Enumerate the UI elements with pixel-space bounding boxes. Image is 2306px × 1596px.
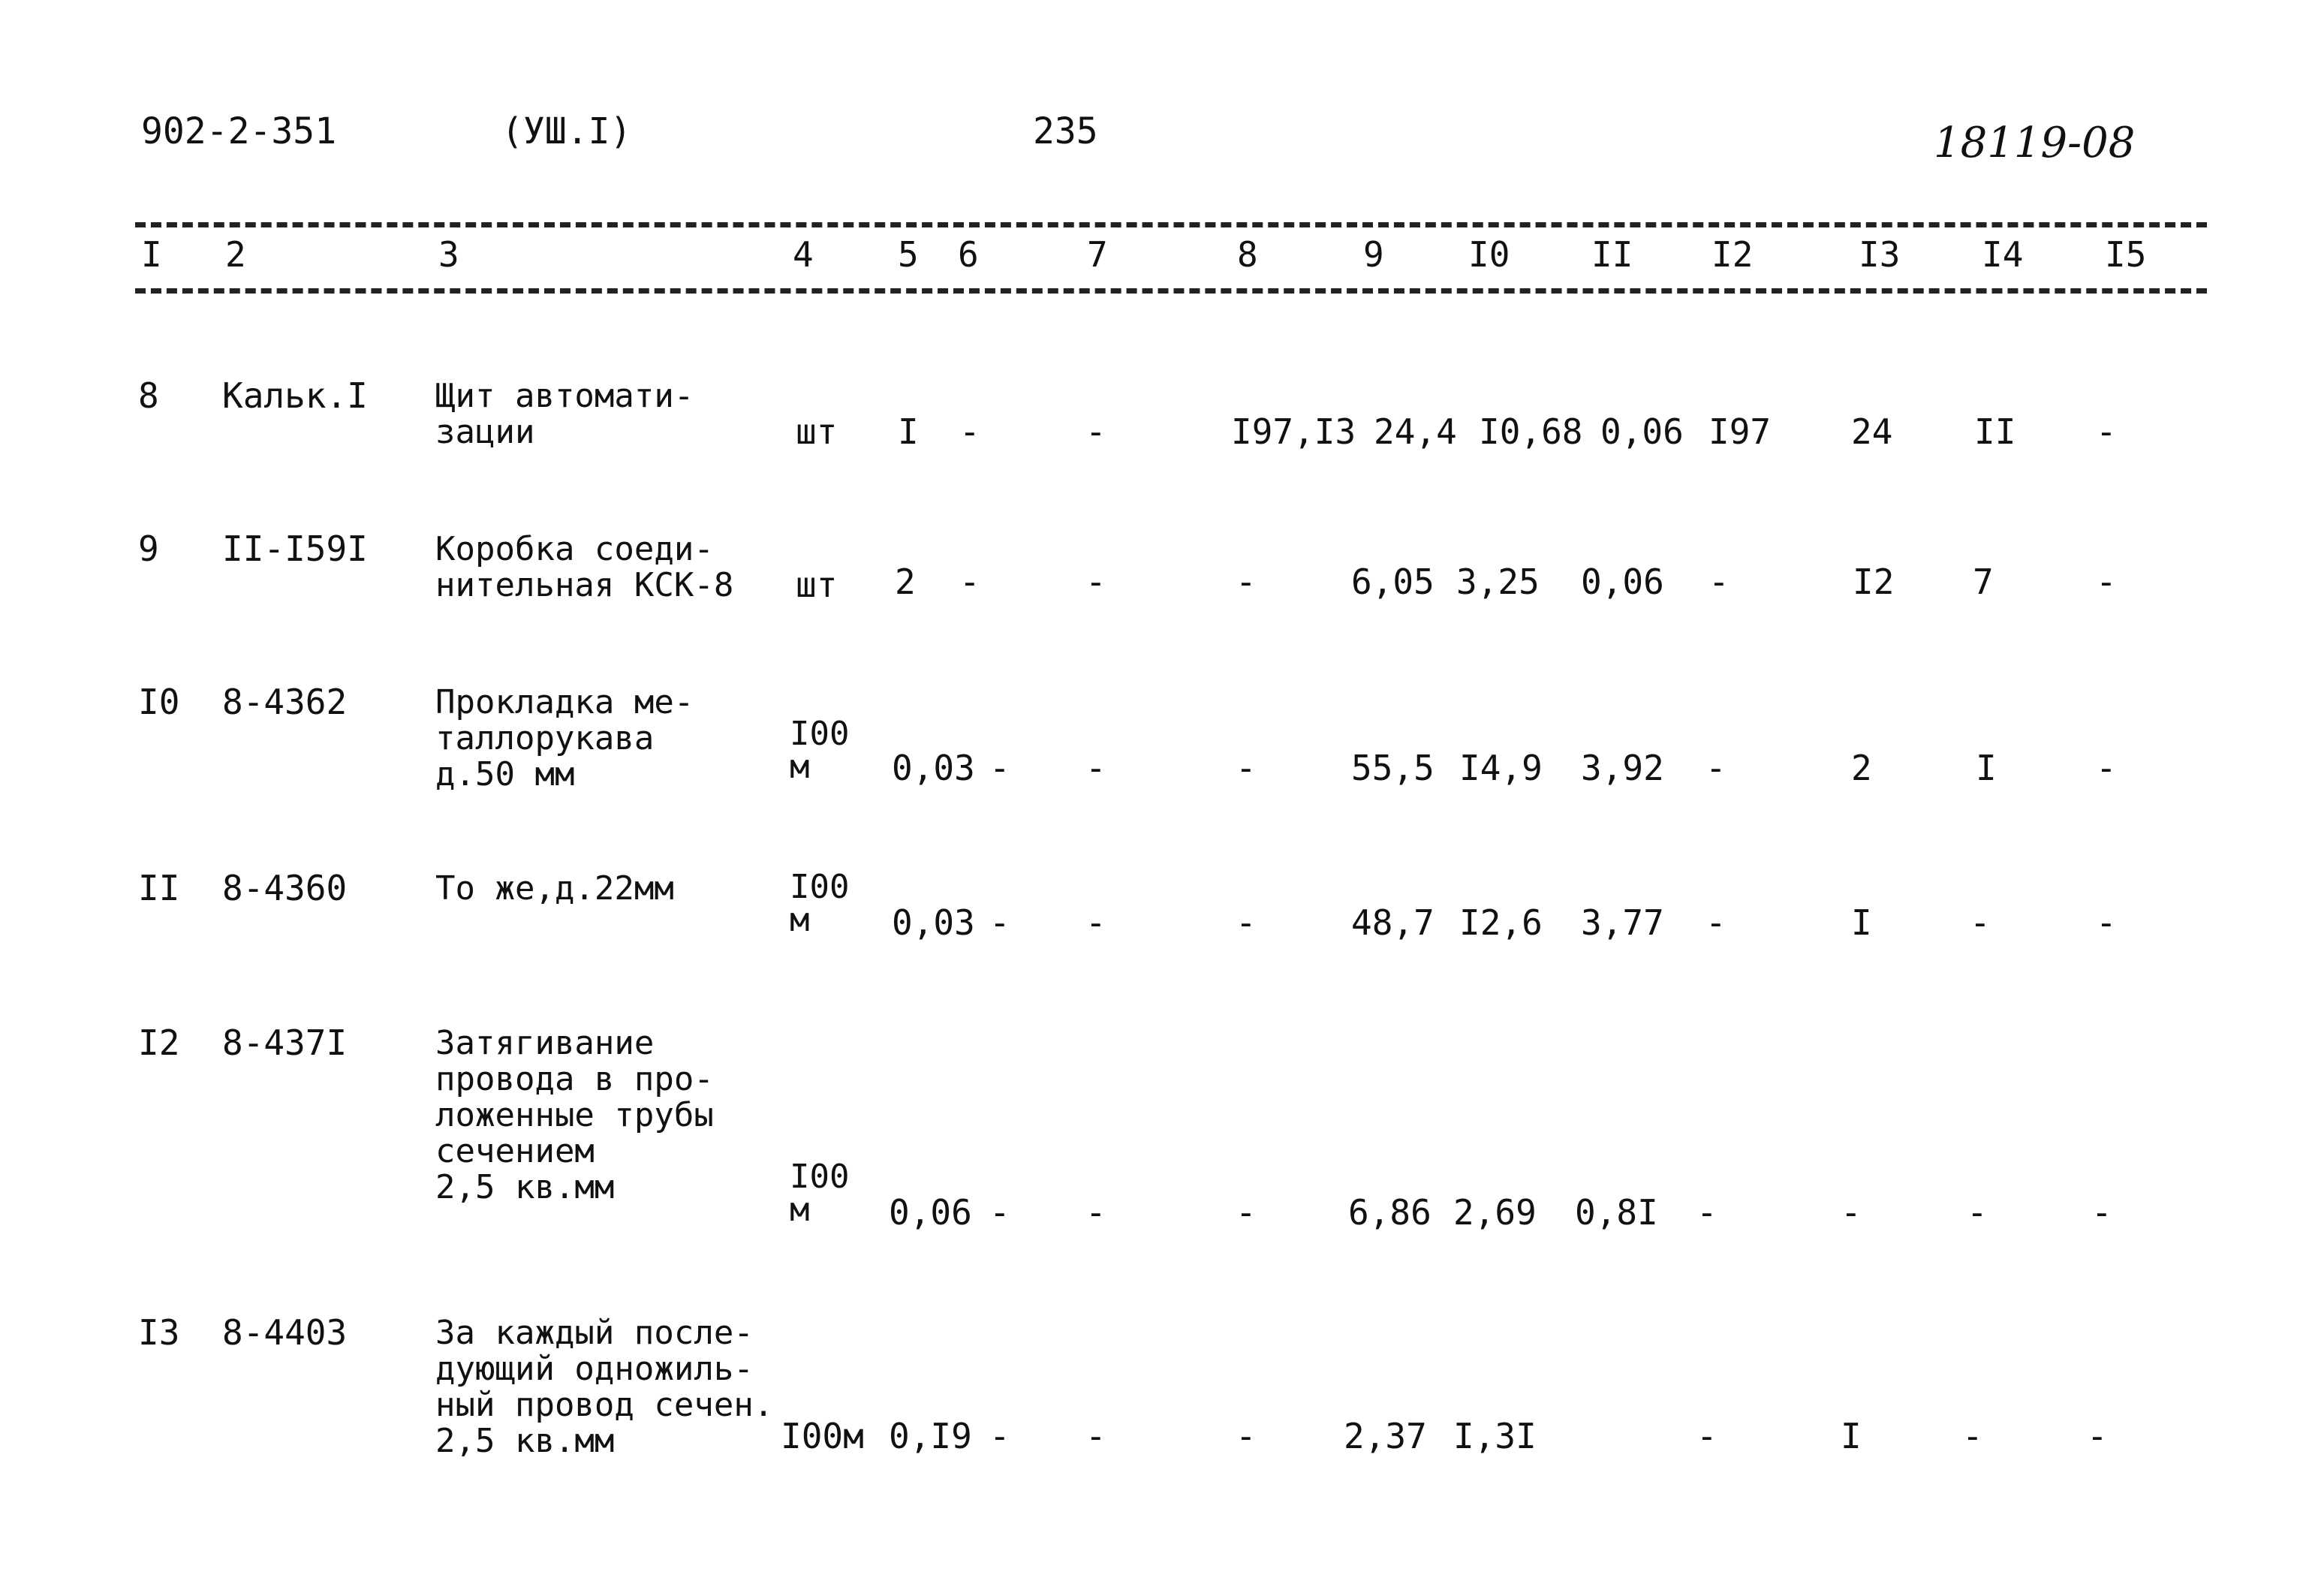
col-13: I — [1841, 1416, 1862, 1456]
description: То же,д.22мм — [435, 869, 674, 908]
col-6: - — [989, 748, 1010, 788]
col-6: - — [989, 902, 1010, 943]
col-header-13: I3 — [1859, 234, 1901, 275]
col-13: 24 — [1851, 411, 1893, 452]
col-10: I0,68 — [1479, 411, 1583, 452]
description: Прокладка ме- таллорукава д.50 мм — [435, 683, 694, 793]
col-12: - — [1705, 902, 1726, 943]
col-header-9: 9 — [1363, 234, 1384, 275]
col-12: I97 — [1708, 411, 1772, 452]
col-header-8: 8 — [1237, 234, 1258, 275]
col-6: - — [989, 1416, 1010, 1456]
col-header-1: I — [141, 234, 162, 275]
col-14: - — [1970, 902, 1991, 943]
unit: I00 м — [790, 868, 850, 939]
col-11: 0,06 — [1581, 562, 1664, 602]
col-header-4: 4 — [793, 234, 814, 275]
col-6: - — [959, 411, 980, 452]
col-9: 55,5 — [1351, 748, 1434, 788]
section-label: (УШ.I) — [501, 110, 632, 152]
col-11: 3,92 — [1581, 748, 1664, 788]
col-7: - — [1085, 902, 1106, 943]
quantity: 0,06 — [889, 1192, 972, 1233]
quantity: 0,I9 — [889, 1416, 972, 1456]
page-number: 235 — [1033, 110, 1098, 152]
col-10: 2,69 — [1453, 1192, 1537, 1233]
col-15: - — [2087, 1416, 2108, 1456]
code: 8-4362 — [222, 682, 348, 722]
col-6: - — [959, 562, 980, 602]
col-header-15: I5 — [2105, 234, 2147, 275]
col-7: - — [1085, 1416, 1106, 1456]
col-header-12: I2 — [1711, 234, 1754, 275]
col-header-14: I4 — [1982, 234, 2024, 275]
col-7: - — [1085, 411, 1106, 452]
code: 8-4403 — [222, 1312, 348, 1353]
col-13: I — [1851, 902, 1872, 943]
unit: шт — [796, 565, 838, 605]
col-8: - — [1236, 1192, 1257, 1233]
unit: I00м — [781, 1416, 864, 1456]
col-15: - — [2096, 902, 2117, 943]
col-9: 48,7 — [1351, 902, 1434, 943]
description: Щит автомати- зации — [435, 377, 694, 451]
unit: шт — [796, 411, 838, 452]
doc-code: 902-2-351 — [141, 110, 337, 152]
col-7: - — [1085, 748, 1106, 788]
col-15: - — [2096, 748, 2117, 788]
col-header-3: 3 — [438, 234, 459, 275]
row-number: 9 — [138, 528, 159, 569]
quantity: I — [898, 411, 919, 452]
col-14: - — [1962, 1416, 1983, 1456]
header-top-rule — [135, 222, 2207, 227]
col-14: - — [1967, 1192, 1988, 1233]
col-9: 6,05 — [1351, 562, 1434, 602]
code: 8-437I — [222, 1022, 348, 1063]
col-header-6: 6 — [958, 234, 979, 275]
unit: I00 м — [790, 715, 850, 786]
quantity: 0,03 — [892, 748, 975, 788]
row-number: I3 — [138, 1312, 180, 1353]
row-number: 8 — [138, 375, 159, 416]
code: II-I59I — [222, 528, 368, 569]
col-14: I — [1976, 748, 1997, 788]
col-10: I,3I — [1453, 1416, 1537, 1456]
description: За каждый после- дующий одножиль- ный провод сечен. 2,5 кв.мм — [435, 1314, 774, 1460]
col-11: 0,8I — [1575, 1192, 1658, 1233]
col-11: 0,06 — [1600, 411, 1684, 452]
col-header-11: II — [1591, 234, 1633, 275]
row-number: I2 — [138, 1022, 180, 1063]
col-8: - — [1236, 902, 1257, 943]
col-15: - — [2096, 411, 2117, 452]
col-8: I97,I3 — [1231, 411, 1356, 452]
col-9: 24,4 — [1374, 411, 1457, 452]
quantity: 2 — [895, 562, 916, 602]
col-12: - — [1696, 1192, 1717, 1233]
col-15: - — [2091, 1192, 2112, 1233]
col-8: - — [1236, 1416, 1257, 1456]
col-14: II — [1974, 411, 2016, 452]
header-bottom-rule — [135, 288, 2207, 294]
col-13: I2 — [1853, 562, 1895, 602]
col-8: - — [1236, 748, 1257, 788]
row-number: II — [138, 868, 180, 908]
col-13: - — [1841, 1192, 1862, 1233]
code: 8-4360 — [222, 868, 348, 908]
col-12: - — [1705, 748, 1726, 788]
row-number: I0 — [138, 682, 180, 722]
col-15: - — [2096, 562, 2117, 602]
col-7: - — [1085, 1192, 1106, 1233]
code: Кальк.I — [222, 375, 368, 416]
col-10: 3,25 — [1456, 562, 1540, 602]
description: Затягивание провода в про- ложенные трубы сечением 2,5 кв.мм — [435, 1024, 714, 1206]
col-14: 7 — [1973, 562, 1994, 602]
col-9: 6,86 — [1348, 1192, 1431, 1233]
col-12: - — [1708, 562, 1730, 602]
col-header-10: I0 — [1468, 234, 1510, 275]
col-8: - — [1236, 562, 1257, 602]
col-9: 2,37 — [1344, 1416, 1427, 1456]
col-11: 3,77 — [1581, 902, 1664, 943]
col-10: I4,9 — [1459, 748, 1543, 788]
col-6: - — [989, 1192, 1010, 1233]
quantity: 0,03 — [892, 902, 975, 943]
archive-stamp: 18119-08 — [1934, 119, 2136, 167]
col-12: - — [1696, 1416, 1717, 1456]
col-header-7: 7 — [1087, 234, 1108, 275]
unit: I00 м — [790, 1158, 850, 1229]
col-13: 2 — [1851, 748, 1872, 788]
col-10: I2,6 — [1459, 902, 1543, 943]
col-header-5: 5 — [898, 234, 919, 275]
col-header-2: 2 — [225, 234, 246, 275]
description: Коробка соеди- нительная КСК-8 — [435, 530, 734, 604]
col-7: - — [1085, 562, 1106, 602]
